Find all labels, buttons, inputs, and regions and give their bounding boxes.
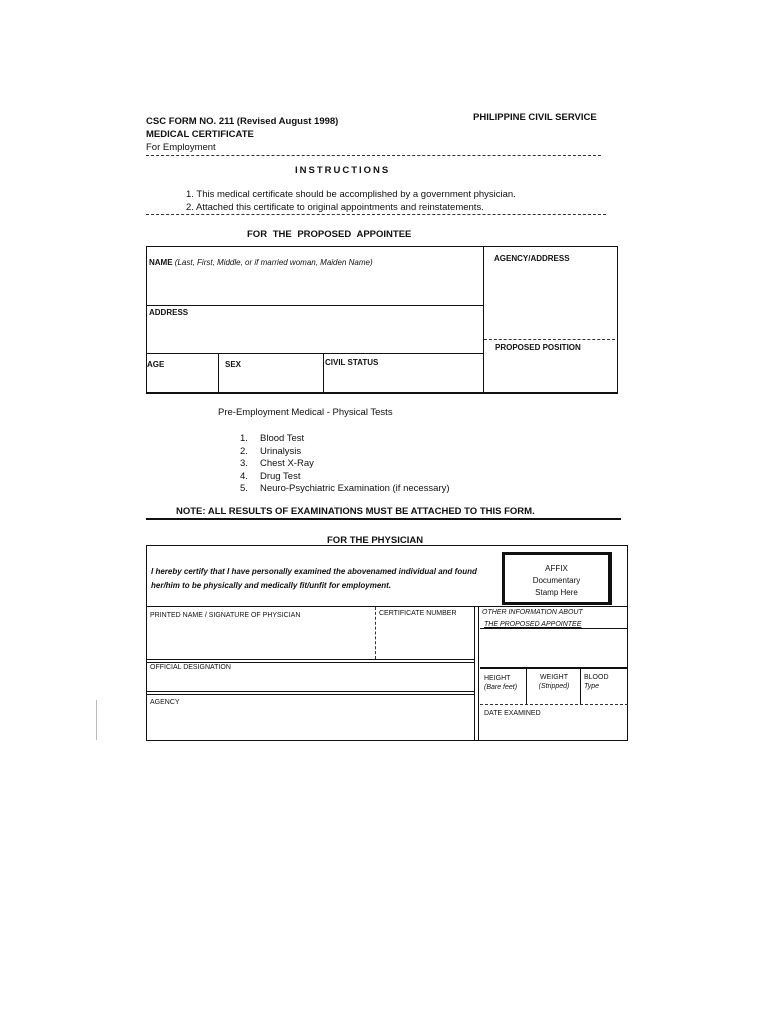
- physician-table: [146, 545, 628, 741]
- form-number: CSC FORM NO. 211 (Revised August 1998): [146, 116, 339, 127]
- certify-statement: I hereby certify that I have personally examined the abovenamed individual and found her/him to be physically and medically fit/unfit for employment.: [151, 567, 477, 590]
- list-item: 3. Chest X-Ray: [240, 458, 314, 469]
- height-field[interactable]: HEIGHT (Bare feet): [484, 675, 518, 691]
- tests-list: [240, 433, 450, 496]
- appointee-heading: FOR THE PROPOSED APPOINTEE: [247, 229, 412, 240]
- note: NOTE: ALL RESULTS OF EXAMINATIONS MUST BE ATTACHED TO THIS FORM.: [176, 506, 535, 517]
- list-item: 4. Drug Test: [240, 470, 301, 482]
- list-item: 5. Neuro-Psychiatric Examination (if necessary): [240, 483, 450, 494]
- physician-heading: FOR THE PHYSICIAN: [327, 535, 424, 546]
- sex-field[interactable]: SEX: [225, 360, 242, 369]
- margin-mark: [96, 700, 97, 740]
- age-field[interactable]: AGE: [147, 360, 165, 369]
- blood-type-field[interactable]: BLOOD Type: [584, 674, 609, 690]
- appointee-table: [146, 246, 618, 394]
- name-label: NAME: [149, 258, 173, 267]
- certificate-number-field[interactable]: CERTIFICATE NUMBER: [379, 610, 457, 617]
- form-subtitle: For Employment: [146, 142, 216, 153]
- date-examined-field[interactable]: DATE EXAMINED: [484, 710, 541, 717]
- printed-name-field[interactable]: PRINTED NAME / SIGNATURE OF PHYSICIAN: [150, 612, 301, 619]
- proposed-position-field[interactable]: PROPOSED POSITION: [495, 343, 581, 352]
- divider: [146, 155, 601, 156]
- civil-status-field[interactable]: CIVIL STATUS: [325, 358, 379, 367]
- stamp-box: AFFIX Documentary Stamp Here: [502, 552, 612, 605]
- agency-field[interactable]: AGENCY: [150, 699, 180, 706]
- name-field[interactable]: [149, 258, 373, 267]
- tests-heading: Pre-Employment Medical - Physical Tests: [218, 407, 393, 418]
- divider: [146, 214, 606, 215]
- address-field[interactable]: ADDRESS: [149, 308, 189, 317]
- instruction-item: 1. This medical certificate should be accomplished by a government physician.: [186, 189, 516, 200]
- list-item: 2. Urinalysis: [240, 445, 302, 457]
- other-info-label-2: THE PROPOSED APPOINTEE: [484, 621, 582, 628]
- agency-header: PHILIPPINE CIVIL SERVICE: [473, 112, 597, 123]
- instructions-heading: INSTRUCTIONS: [295, 165, 391, 176]
- agency-address-field[interactable]: AGENCY/ADDRESS: [494, 254, 570, 263]
- name-hint: (Last, First, Middle, or if married woman, Maiden Name): [174, 258, 373, 267]
- divider: [146, 518, 621, 520]
- instruction-item: 2. Attached this certificate to original appointments and reinstatements.: [186, 202, 484, 213]
- form-title: MEDICAL CERTIFICATE: [146, 129, 254, 140]
- other-info-label: OTHER INFORMATION ABOUT: [482, 609, 583, 616]
- list-item: 1. Blood Test: [240, 433, 305, 444]
- weight-field[interactable]: WEIGHT (Stripped): [538, 674, 570, 690]
- official-designation-field[interactable]: OFFICIAL DESIGNATION: [150, 664, 231, 671]
